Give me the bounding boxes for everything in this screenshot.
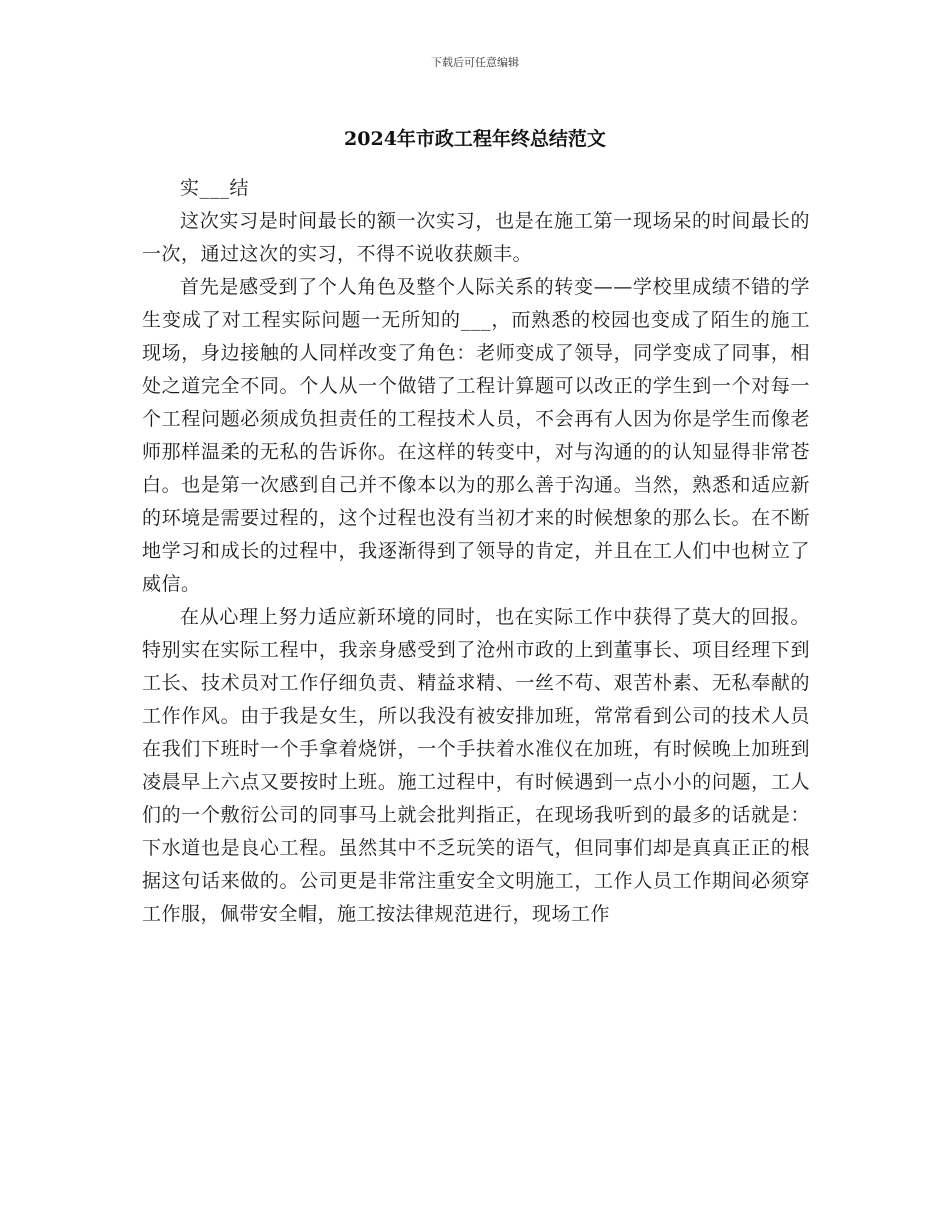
- document-body: [142, 172, 810, 931]
- paragraph: 实___结: [180, 177, 250, 199]
- document-title: 2024年市政工程年终总结范文: [344, 128, 606, 150]
- paragraph: 这次实习是时间最长的额一次实习，也是在施工第一现场呆的时间最长的一次，通过这次的实习，不得不说收获颇丰。: [142, 210, 810, 265]
- header-note: 下载后可任意编辑: [431, 56, 519, 69]
- paragraph: 在从心理上努力适应新环境的同时，也在实际工作中获得了莫大的回报。特别实在实际工程中，我亲身感受到了沧州市政的上到董事长、项目经理下到工长、技术员对工作仔细负责、精益求精、一丝不苟、艰苦朴素、无私奉献的工作作风。由于我是女生，所以我没有被安排加班，常常看到公司的技术人员在我们下班时一个手拿着烧饼，一个手扶着水准仪在加班，有时候晚上加班到凌晨早上六点又要按时上班。施工过程中，有时候遇到一点小小的问题，工人们的一个敷衍公司的同事马上就会批判指正，在现场我听到的最多的话就是：下水道也是良心工程。虽然其中不乏玩笑的语气，但同事们却是真真正正的根据这句话来做的。公司更是非常注重安全文明施工，工作人员工作期间必须穿工作服，佩带安全帽，施工按法律规范进行，现场工作: [142, 606, 810, 925]
- paragraph: 首先是感受到了个人角色及整个人际关系的转变——学校里成绩不错的学生变成了对工程实际问题一无所知的___，而熟悉的校园也变成了陌生的施工现场，身边接触的人同样改变了角色：老师变成了领导，同学变成了同事，相处之道完全不同。个人从一个做错了工程计算题可以改正的学生到一个对每一个工程问题必须成负担责任的工程技术人员，不会再有人因为你是学生而像老师那样温柔的无私的告诉你。在这样的转变中，对与沟通的的认知显得非常苍白。也是第一次感到自己并不像本以为的那么善于沟通。当然，熟悉和适应新的环境是需要过程的，这个过程也没有当初才来的时候想象的那么长。在不断地学习和成长的过程中，我逐渐得到了领导的肯定，并且在工人们中也树立了威信。: [142, 276, 810, 595]
